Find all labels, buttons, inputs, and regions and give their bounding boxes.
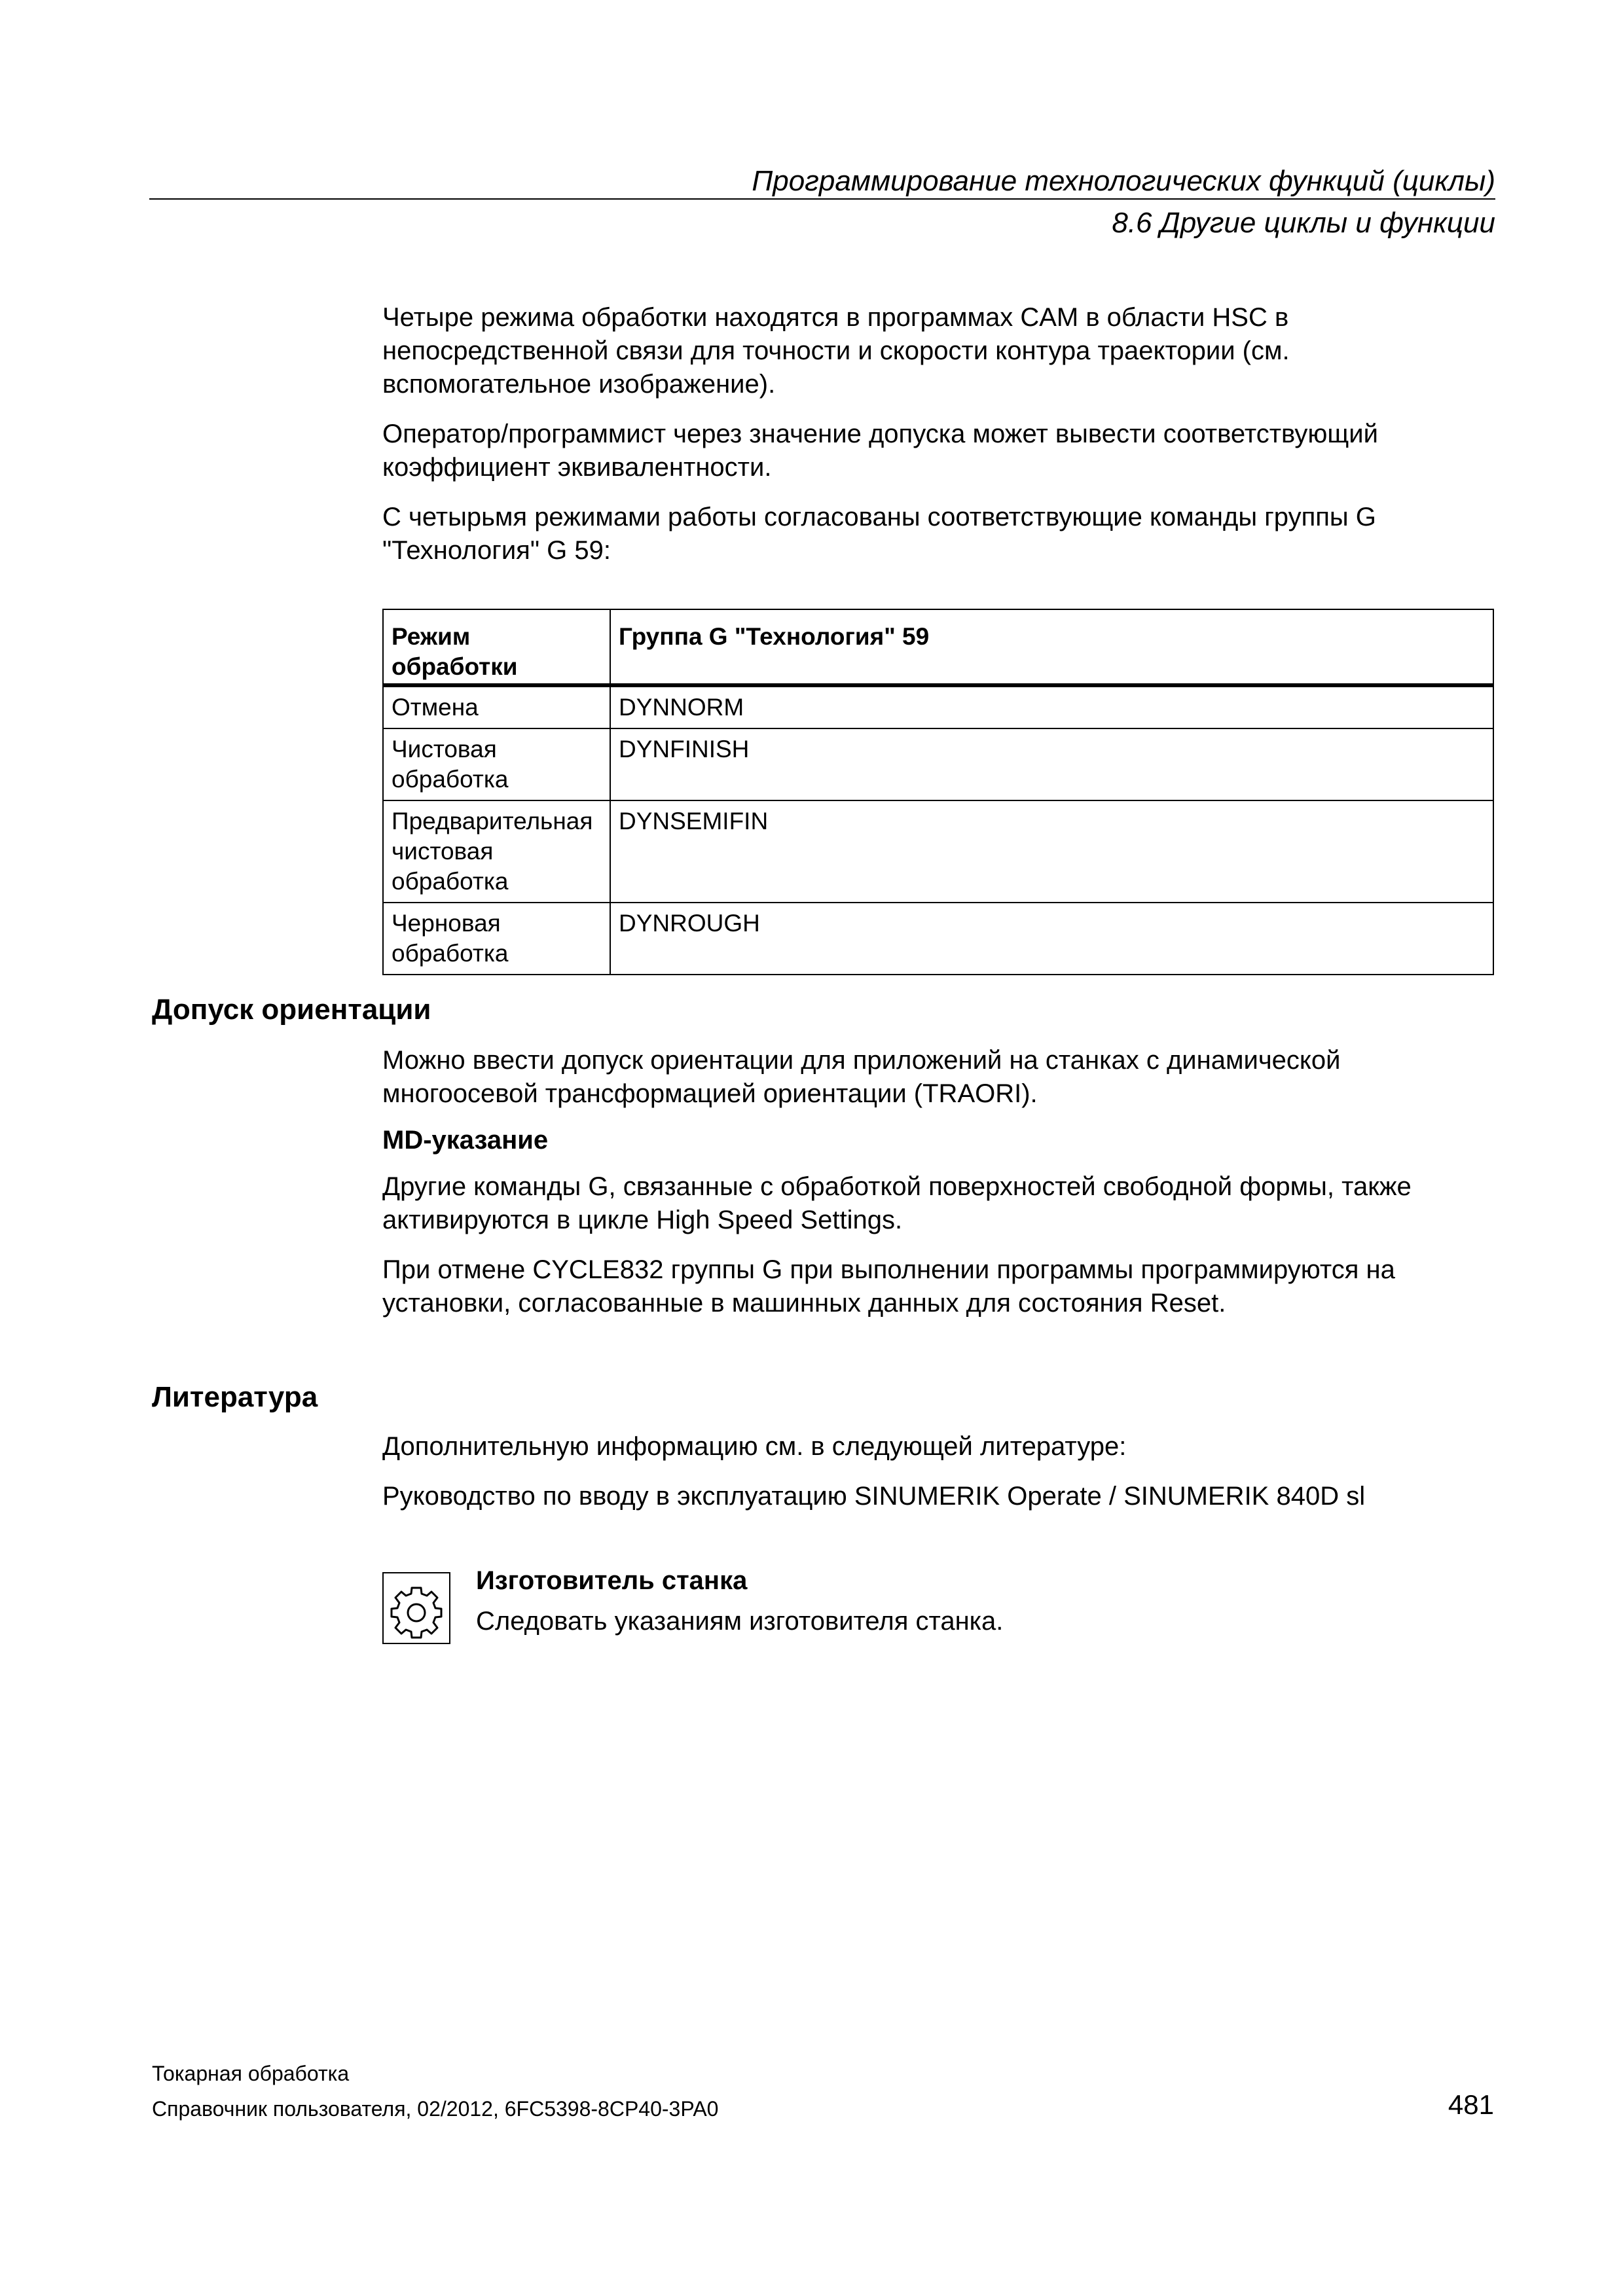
gear-icon bbox=[382, 1572, 450, 1644]
table-row bbox=[383, 800, 1493, 903]
manufacturer-note-title: Изготовитель станка bbox=[476, 1566, 748, 1595]
md-heading: MD-указание bbox=[382, 1126, 549, 1155]
table-header-mode: Режим обработки bbox=[383, 609, 610, 685]
intro-block bbox=[382, 301, 1495, 567]
table-cell-mode: Чистовая обработка bbox=[383, 728, 610, 800]
table-row bbox=[383, 903, 1493, 975]
literature-block bbox=[382, 1430, 1495, 1513]
intro-paragraph-3: С четырьмя режимами работы согласованы соответствующие команды группы G "Технология" G 59: bbox=[382, 503, 1376, 565]
md-paragraph-2: При отмене CYCLE832 группы G при выполнении программы программируются на установки, согласованные в машинных данных для состояния Reset. bbox=[382, 1255, 1395, 1318]
md-paragraph-1: Другие команды G, связанные с обработкой поверхностей свободной формы, также активируются в цикле High Speed Settings. bbox=[382, 1172, 1412, 1234]
footer-manual-info: Справочник пользователя, 02/2012, 6FC5398-8CP40-3PA0 bbox=[152, 2097, 719, 2121]
manufacturer-note-text: Следовать указаниям изготовителя станка. bbox=[476, 1607, 1004, 1636]
table-cell-command: DYNROUGH bbox=[610, 903, 1493, 975]
footer-book-title: Токарная обработка bbox=[152, 2062, 350, 2085]
table-cell-command: DYNNORM bbox=[610, 685, 1493, 728]
intro-paragraph-1: Четыре режима обработки находятся в программах CAM в области HSC в непосредственной связи для точности и скорости контура траектории (см. вспомогательное изображение). bbox=[382, 303, 1290, 399]
table-row bbox=[383, 728, 1493, 800]
header-divider bbox=[149, 198, 1495, 200]
table-cell-command: DYNSEMIFIN bbox=[610, 800, 1493, 903]
intro-paragraph-2: Оператор/программист через значение допуска может вывести соответствующий коэффициент эквивалентности. bbox=[382, 420, 1378, 482]
literature-paragraph-2: Руководство по вводу в эксплуатацию SINUMERIK Operate / SINUMERIK 840D sl bbox=[382, 1482, 1366, 1511]
page-number: 481 bbox=[1448, 2089, 1494, 2120]
table-cell-command: DYNFINISH bbox=[610, 728, 1493, 800]
orientation-heading: Допуск ориентации bbox=[152, 994, 431, 1026]
orientation-text: Можно ввести допуск ориентации для приложений на станках с динамической многоосевой трансформацией ориентации (TRAORI). bbox=[382, 1046, 1341, 1108]
chapter-title: Программирование технологических функций (циклы) bbox=[752, 165, 1495, 197]
table-row bbox=[383, 685, 1493, 728]
section-title: 8.6 Другие циклы и функции bbox=[1112, 207, 1495, 239]
modes-table bbox=[382, 609, 1494, 975]
literature-paragraph-1: Дополнительную информацию см. в следующей литературе: bbox=[382, 1432, 1127, 1461]
literature-heading: Литература bbox=[152, 1381, 318, 1413]
table-cell-mode: Отмена bbox=[383, 685, 610, 728]
md-block bbox=[382, 1170, 1495, 1320]
table-cell-mode: Предварительная чистовая обработка bbox=[383, 800, 610, 903]
table-header-row bbox=[383, 609, 1493, 685]
table-cell-mode: Черновая обработка bbox=[383, 903, 610, 975]
table-header-group: Группа G "Технология" 59 bbox=[610, 609, 1493, 685]
